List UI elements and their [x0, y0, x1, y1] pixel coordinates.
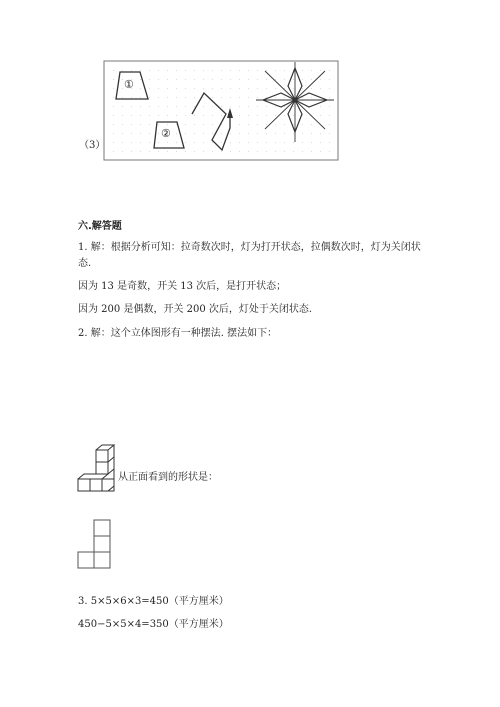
shape-number-1: ①	[124, 78, 134, 91]
q3-line-1: 3. 5×5×6×3=450（平方厘米）	[78, 596, 229, 607]
figure-label: （3）	[79, 140, 106, 151]
q1-line-3: 因为 13 是奇数，开关 13 次后，是打开状态；	[78, 281, 287, 292]
q1-line-1: 1. 解：根据分析可知：拉奇数次时，灯为打开状态，拉偶数次时，灯为关闭状	[78, 242, 421, 253]
q1-line-4: 因为 200 是偶数，开关 200 次后，灯处于关闭状态.	[78, 304, 313, 315]
shape-number-2: ②	[161, 127, 171, 140]
section-heading: 六.解答题	[78, 221, 122, 232]
q3-line-2: 450−5×5×4=350（平方厘米）	[78, 619, 229, 630]
q2-line-1: 2. 解：这个立体图形有一种摆法. 摆法如下：	[78, 328, 278, 339]
front-view-caption: 从正面看到的形状是：	[118, 472, 218, 483]
q1-line-2: 态.	[78, 258, 92, 269]
